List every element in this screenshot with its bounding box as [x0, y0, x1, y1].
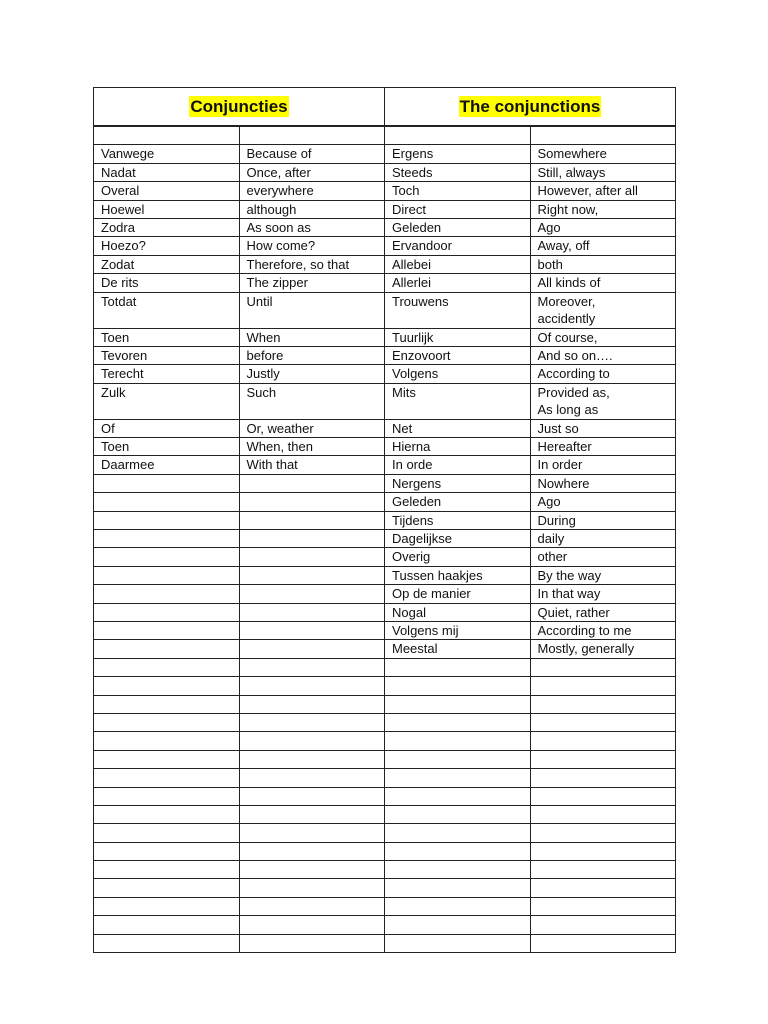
header-cell-right — [385, 88, 676, 126]
english-translation-cell: When — [239, 328, 385, 346]
dutch-conjunction-cell — [94, 603, 240, 621]
english-meaning-cell — [530, 713, 676, 731]
table-row — [94, 530, 676, 548]
table-row — [94, 842, 676, 860]
dutch-conjunction-cell: De rits — [94, 274, 240, 292]
table-row — [94, 861, 676, 879]
table-row — [94, 750, 676, 768]
table-row — [94, 897, 676, 915]
table-row — [94, 879, 676, 897]
dutch-word-cell — [385, 695, 531, 713]
dutch-word-cell: Meestal — [385, 640, 531, 658]
dutch-word-cell — [385, 713, 531, 731]
table-row — [94, 713, 676, 731]
english-translation-cell — [239, 769, 385, 787]
dutch-conjunction-cell — [94, 585, 240, 603]
english-translation-cell — [239, 934, 385, 952]
table-row — [94, 200, 676, 218]
dutch-word-cell: Net — [385, 419, 531, 437]
dutch-conjunction-cell — [94, 530, 240, 548]
english-meaning-cell: During — [530, 511, 676, 529]
english-meaning-cell: According to me — [530, 621, 676, 639]
dutch-word-cell — [385, 897, 531, 915]
english-meaning-cell: other — [530, 548, 676, 566]
dutch-word-cell: Steeds — [385, 163, 531, 181]
english-meaning-cell: By the way — [530, 566, 676, 584]
table-row — [94, 585, 676, 603]
table-row — [94, 695, 676, 713]
table-row — [94, 182, 676, 200]
dutch-word-cell: Hierna — [385, 438, 531, 456]
dutch-conjunction-cell — [94, 861, 240, 879]
dutch-conjunction-cell — [94, 787, 240, 805]
dutch-word-cell: Op de manier — [385, 585, 531, 603]
dutch-conjunction-cell: Totdat — [94, 292, 240, 328]
spacer-row — [94, 127, 676, 145]
english-meaning-cell — [530, 805, 676, 823]
dutch-conjunction-cell: Toen — [94, 438, 240, 456]
dutch-word-cell — [385, 824, 531, 842]
english-meaning-cell: Still, always — [530, 163, 676, 181]
dutch-word-cell: Nogal — [385, 603, 531, 621]
english-meaning-cell — [530, 787, 676, 805]
dutch-conjunction-cell: Vanwege — [94, 145, 240, 163]
english-translation-cell — [239, 695, 385, 713]
dutch-word-cell: Volgens — [385, 365, 531, 383]
dutch-word-cell: Geleden — [385, 493, 531, 511]
dutch-conjunction-cell — [94, 934, 240, 952]
english-translation-cell: although — [239, 200, 385, 218]
english-translation-cell: before — [239, 346, 385, 364]
dutch-word-cell: Ergens — [385, 145, 531, 163]
english-translation-cell — [239, 677, 385, 695]
table-row — [94, 255, 676, 273]
dutch-conjunction-cell — [94, 511, 240, 529]
vocabulary-sheet — [93, 87, 675, 953]
english-meaning-cell: According to — [530, 365, 676, 383]
table-row — [94, 438, 676, 456]
english-translation-cell — [239, 713, 385, 731]
table-row — [94, 677, 676, 695]
dutch-conjunction-cell: Toen — [94, 328, 240, 346]
table-row — [94, 365, 676, 383]
dutch-conjunction-cell: Daarmee — [94, 456, 240, 474]
table-row — [94, 511, 676, 529]
header-row — [94, 88, 676, 126]
table-row — [94, 218, 676, 236]
dutch-conjunction-cell — [94, 897, 240, 915]
english-translation-cell — [239, 530, 385, 548]
english-translation-cell — [239, 861, 385, 879]
dutch-word-cell: Allerlei — [385, 274, 531, 292]
dutch-conjunction-cell: Hoezo? — [94, 237, 240, 255]
header-table — [93, 87, 676, 126]
dutch-word-cell: Dagelijkse — [385, 530, 531, 548]
english-meaning-cell: Ago — [530, 493, 676, 511]
english-meaning-cell — [530, 824, 676, 842]
word-table-body — [94, 127, 676, 953]
header-title-dutch: Conjuncties — [190, 97, 288, 116]
english-translation-cell: Or, weather — [239, 419, 385, 437]
table-row — [94, 456, 676, 474]
table-row — [94, 274, 676, 292]
english-translation-cell: Because of — [239, 145, 385, 163]
dutch-word-cell — [385, 861, 531, 879]
english-translation-cell — [239, 566, 385, 584]
english-translation-cell: Until — [239, 292, 385, 328]
english-meaning-cell — [530, 658, 676, 676]
spacer-cell — [239, 127, 385, 145]
english-meaning-cell — [530, 769, 676, 787]
dutch-word-cell — [385, 750, 531, 768]
english-meaning-cell: Quiet, rather — [530, 603, 676, 621]
table-row — [94, 934, 676, 952]
word-table — [93, 126, 676, 953]
english-meaning-cell — [530, 732, 676, 750]
english-meaning-cell: All kinds of — [530, 274, 676, 292]
english-meaning-cell: In order — [530, 456, 676, 474]
dutch-word-cell: Tussen haakjes — [385, 566, 531, 584]
table-row — [94, 805, 676, 823]
english-translation-cell — [239, 640, 385, 658]
english-meaning-cell: Away, off — [530, 237, 676, 255]
dutch-word-cell: Geleden — [385, 218, 531, 236]
dutch-conjunction-cell — [94, 566, 240, 584]
english-meaning-cell: Nowhere — [530, 474, 676, 492]
dutch-conjunction-cell: Overal — [94, 182, 240, 200]
dutch-word-cell: Mits — [385, 383, 531, 419]
english-translation-cell — [239, 511, 385, 529]
header-title-english: The conjunctions — [459, 97, 601, 116]
english-meaning-cell — [530, 695, 676, 713]
english-meaning-cell: Right now, — [530, 200, 676, 218]
dutch-conjunction-cell — [94, 713, 240, 731]
english-translation-cell — [239, 603, 385, 621]
dutch-conjunction-cell: Nadat — [94, 163, 240, 181]
dutch-word-cell: Volgens mij — [385, 621, 531, 639]
table-row — [94, 328, 676, 346]
dutch-conjunction-cell: Zodra — [94, 218, 240, 236]
spacer-cell — [94, 127, 240, 145]
dutch-conjunction-cell — [94, 658, 240, 676]
english-translation-cell — [239, 805, 385, 823]
dutch-word-cell: Allebei — [385, 255, 531, 273]
dutch-conjunction-cell — [94, 879, 240, 897]
english-translation-cell — [239, 732, 385, 750]
dutch-conjunction-cell — [94, 732, 240, 750]
dutch-conjunction-cell — [94, 621, 240, 639]
english-translation-cell — [239, 897, 385, 915]
english-meaning-cell — [530, 861, 676, 879]
english-meaning-cell: And so on…. — [530, 346, 676, 364]
dutch-conjunction-cell — [94, 640, 240, 658]
table-row — [94, 548, 676, 566]
english-translation-cell — [239, 787, 385, 805]
dutch-word-cell: Direct — [385, 200, 531, 218]
english-translation-cell — [239, 548, 385, 566]
spacer-cell — [385, 127, 531, 145]
table-row — [94, 346, 676, 364]
table-row — [94, 621, 676, 639]
table-row — [94, 419, 676, 437]
dutch-word-cell — [385, 769, 531, 787]
dutch-conjunction-cell — [94, 750, 240, 768]
dutch-word-cell — [385, 732, 531, 750]
english-translation-cell — [239, 658, 385, 676]
dutch-word-cell — [385, 916, 531, 934]
dutch-conjunction-cell — [94, 493, 240, 511]
english-meaning-cell: Just so — [530, 419, 676, 437]
table-row — [94, 916, 676, 934]
english-translation-cell — [239, 750, 385, 768]
table-row — [94, 824, 676, 842]
dutch-conjunction-cell — [94, 769, 240, 787]
dutch-word-cell — [385, 934, 531, 952]
english-meaning-cell: both — [530, 255, 676, 273]
dutch-conjunction-cell — [94, 842, 240, 860]
english-translation-cell — [239, 585, 385, 603]
dutch-word-cell: Toch — [385, 182, 531, 200]
english-meaning-cell: However, after all — [530, 182, 676, 200]
english-translation-cell — [239, 493, 385, 511]
english-translation-cell: Therefore, so that — [239, 255, 385, 273]
table-row — [94, 292, 676, 328]
table-row — [94, 640, 676, 658]
english-translation-cell: Such — [239, 383, 385, 419]
dutch-conjunction-cell: Terecht — [94, 365, 240, 383]
english-translation-cell — [239, 824, 385, 842]
dutch-conjunction-cell: Zodat — [94, 255, 240, 273]
english-meaning-cell: Hereafter — [530, 438, 676, 456]
english-meaning-cell — [530, 916, 676, 934]
english-translation-cell: When, then — [239, 438, 385, 456]
dutch-word-cell: Ervandoor — [385, 237, 531, 255]
dutch-conjunction-cell — [94, 916, 240, 934]
dutch-conjunction-cell: Hoewel — [94, 200, 240, 218]
dutch-conjunction-cell — [94, 548, 240, 566]
dutch-word-cell: Enzovoort — [385, 346, 531, 364]
table-row — [94, 787, 676, 805]
table-row — [94, 474, 676, 492]
english-translation-cell: How come? — [239, 237, 385, 255]
dutch-word-cell — [385, 787, 531, 805]
english-meaning-cell — [530, 842, 676, 860]
dutch-conjunction-cell — [94, 824, 240, 842]
dutch-word-cell — [385, 658, 531, 676]
dutch-conjunction-cell — [94, 805, 240, 823]
english-meaning-cell — [530, 879, 676, 897]
dutch-conjunction-cell — [94, 695, 240, 713]
english-meaning-cell: Ago — [530, 218, 676, 236]
english-meaning-cell: Of course, — [530, 328, 676, 346]
english-meaning-cell — [530, 934, 676, 952]
dutch-word-cell — [385, 842, 531, 860]
dutch-word-cell: In orde — [385, 456, 531, 474]
table-row — [94, 493, 676, 511]
english-meaning-cell: Moreover, accidently — [530, 292, 676, 328]
english-meaning-cell: In that way — [530, 585, 676, 603]
table-row — [94, 732, 676, 750]
dutch-conjunction-cell: Of — [94, 419, 240, 437]
dutch-word-cell: Tijdens — [385, 511, 531, 529]
english-translation-cell: Once, after — [239, 163, 385, 181]
english-translation-cell — [239, 879, 385, 897]
table-row — [94, 237, 676, 255]
english-translation-cell — [239, 842, 385, 860]
dutch-conjunction-cell: Tevoren — [94, 346, 240, 364]
english-meaning-cell — [530, 897, 676, 915]
table-row — [94, 383, 676, 419]
table-row — [94, 769, 676, 787]
english-meaning-cell: Provided as, As long as — [530, 383, 676, 419]
dutch-word-cell: Trouwens — [385, 292, 531, 328]
table-row — [94, 603, 676, 621]
english-meaning-cell: Somewhere — [530, 145, 676, 163]
dutch-word-cell — [385, 805, 531, 823]
table-row — [94, 658, 676, 676]
english-meaning-cell: Mostly, generally — [530, 640, 676, 658]
english-meaning-cell: daily — [530, 530, 676, 548]
english-translation-cell: With that — [239, 456, 385, 474]
english-translation-cell: Justly — [239, 365, 385, 383]
dutch-word-cell: Overig — [385, 548, 531, 566]
table-row — [94, 145, 676, 163]
dutch-word-cell: Nergens — [385, 474, 531, 492]
dutch-word-cell — [385, 879, 531, 897]
english-translation-cell — [239, 621, 385, 639]
header-cell-left — [94, 88, 385, 126]
table-row — [94, 566, 676, 584]
english-translation-cell: As soon as — [239, 218, 385, 236]
dutch-conjunction-cell — [94, 677, 240, 695]
english-translation-cell: everywhere — [239, 182, 385, 200]
english-meaning-cell — [530, 677, 676, 695]
english-meaning-cell — [530, 750, 676, 768]
dutch-conjunction-cell: Zulk — [94, 383, 240, 419]
dutch-conjunction-cell — [94, 474, 240, 492]
dutch-word-cell — [385, 677, 531, 695]
dutch-word-cell: Tuurlijk — [385, 328, 531, 346]
english-translation-cell — [239, 916, 385, 934]
english-translation-cell — [239, 474, 385, 492]
spacer-cell — [530, 127, 676, 145]
english-translation-cell: The zipper — [239, 274, 385, 292]
table-row — [94, 163, 676, 181]
